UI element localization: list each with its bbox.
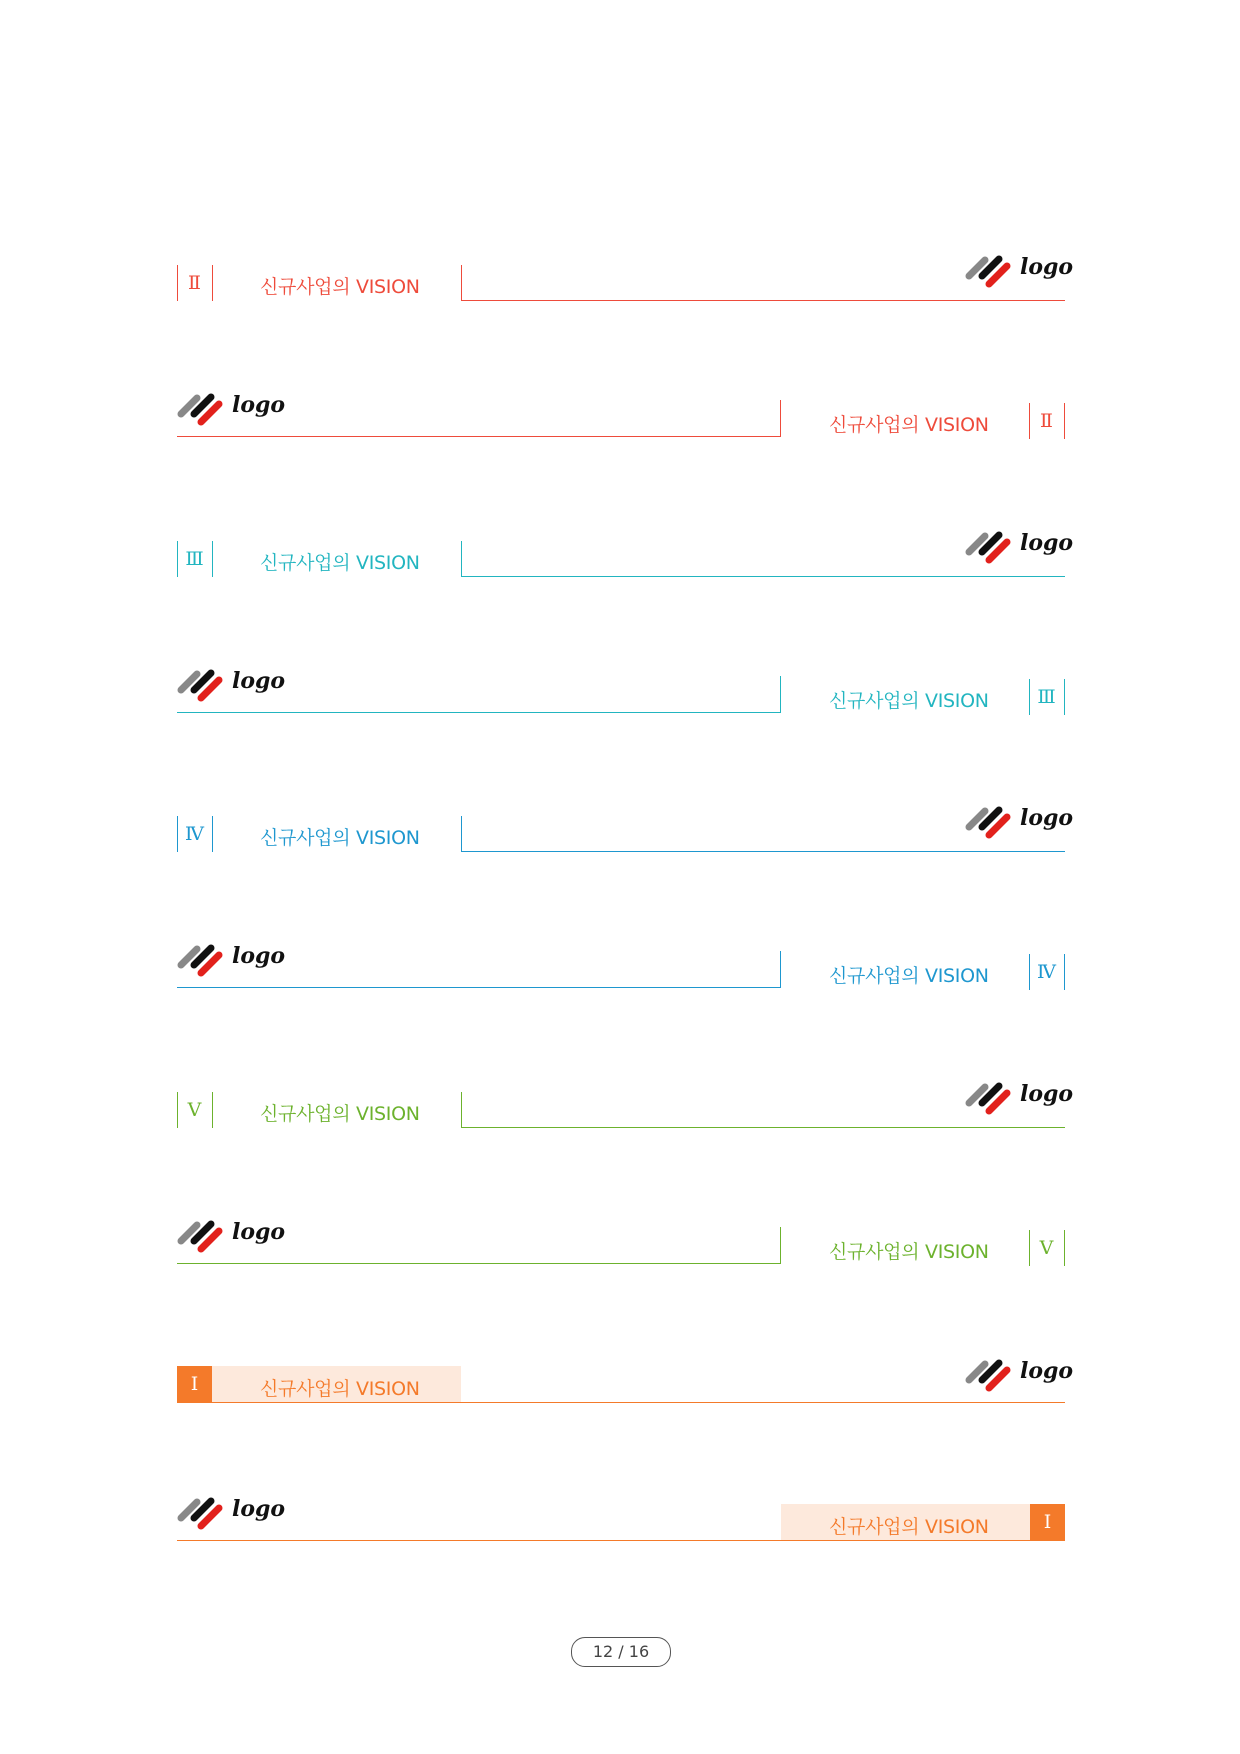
header-underline: [177, 712, 781, 713]
logo: [177, 1490, 287, 1534]
section-title: 신규사업의 VISION: [260, 276, 420, 298]
logo: [177, 662, 287, 706]
divider-stub: [780, 676, 781, 712]
logo-text: logo: [1020, 1081, 1074, 1107]
divider-stub: [780, 951, 781, 987]
header-underline: [177, 987, 781, 988]
section-title: 신규사업의 VISION: [260, 1378, 420, 1400]
logo: [965, 524, 1075, 568]
pipe-right: [212, 541, 213, 577]
logo-mark-icon: [965, 1354, 1015, 1394]
header-right-iv: [177, 943, 1065, 999]
logo-mark-icon: [177, 939, 227, 979]
section-title: 신규사업의 VISION: [829, 414, 989, 436]
section-title: 신규사업의 VISION: [829, 690, 989, 712]
section-numeral: Ⅴ: [187, 1099, 202, 1121]
logo-mark-icon: [177, 1215, 227, 1255]
header-right-i-filled: [177, 1494, 1065, 1544]
divider-stub: [461, 816, 462, 852]
section-title: 신규사업의 VISION: [260, 827, 420, 849]
logo-text: logo: [1020, 530, 1074, 556]
section-numeral: Ⅱ: [1040, 410, 1053, 432]
logo-mark-icon: [177, 664, 227, 704]
section-numeral: Ⅱ: [188, 272, 201, 294]
header-underline: [177, 1402, 1065, 1403]
header-underline: [177, 436, 781, 437]
header-right-v: [177, 1219, 1065, 1275]
logo: [965, 799, 1075, 843]
pipe-right: [1064, 954, 1065, 990]
header-left-ii: [177, 254, 1074, 310]
section-title: 신규사업의 VISION: [260, 1103, 420, 1125]
page-current: 12: [592, 1642, 614, 1661]
logo-text: logo: [1020, 805, 1074, 831]
logo-mark-icon: [965, 250, 1015, 290]
logo: [965, 1075, 1075, 1119]
section-numeral: Ⅲ: [1037, 686, 1056, 708]
header-underline: [177, 1540, 1065, 1541]
pipe-right: [212, 1092, 213, 1128]
logo-mark-icon: [965, 801, 1015, 841]
section-numeral-badge: Ⅰ: [177, 1366, 212, 1402]
divider-stub: [461, 1092, 462, 1128]
page-indicator: [571, 1637, 671, 1667]
section-title: 신규사업의 VISION: [260, 552, 420, 574]
header-left-iii: [177, 530, 1074, 586]
header-underline: [461, 300, 1065, 301]
logo: [965, 1352, 1075, 1396]
header-underline: [461, 851, 1065, 852]
section-numeral: Ⅳ: [1037, 961, 1056, 983]
logo-text: logo: [232, 392, 286, 418]
header-left-v: [177, 1081, 1074, 1137]
logo-text: logo: [1020, 254, 1074, 280]
pipe-right: [212, 816, 213, 852]
page-separator: /: [618, 1642, 624, 1661]
header-underline: [461, 576, 1065, 577]
pipe-right: [1064, 679, 1065, 715]
pipe-right: [1064, 1230, 1065, 1266]
header-underline: [177, 1263, 781, 1264]
logo: [177, 937, 287, 981]
page-total: 16: [628, 1642, 650, 1661]
section-numeral: Ⅳ: [185, 823, 204, 845]
header-left-iv: [177, 805, 1074, 861]
header-left-i-filled: [177, 1356, 1074, 1406]
header-right-iii: [177, 668, 1065, 724]
logo: [965, 248, 1075, 292]
logo-text: logo: [232, 668, 286, 694]
logo-text: logo: [232, 943, 286, 969]
logo-mark-icon: [177, 1492, 227, 1532]
logo-text: logo: [1020, 1358, 1074, 1384]
logo-mark-icon: [965, 526, 1015, 566]
section-title: 신규사업의 VISION: [829, 1516, 989, 1538]
logo: [177, 386, 287, 430]
pipe-right: [1064, 403, 1065, 439]
divider-stub: [461, 265, 462, 301]
section-title: 신규사업의 VISION: [829, 1241, 989, 1263]
section-numeral-badge: Ⅰ: [1030, 1504, 1065, 1540]
divider-stub: [780, 1227, 781, 1263]
logo-mark-icon: [177, 388, 227, 428]
pipe-right: [212, 265, 213, 301]
section-numeral: Ⅲ: [185, 548, 204, 570]
header-underline: [461, 1127, 1065, 1128]
header-right-ii: [177, 392, 1065, 448]
logo: [177, 1213, 287, 1257]
section-title: 신규사업의 VISION: [829, 965, 989, 987]
logo-text: logo: [232, 1219, 286, 1245]
section-numeral: Ⅴ: [1039, 1237, 1054, 1259]
divider-stub: [461, 541, 462, 577]
logo-mark-icon: [965, 1077, 1015, 1117]
divider-stub: [780, 400, 781, 436]
logo-text: logo: [232, 1496, 286, 1522]
